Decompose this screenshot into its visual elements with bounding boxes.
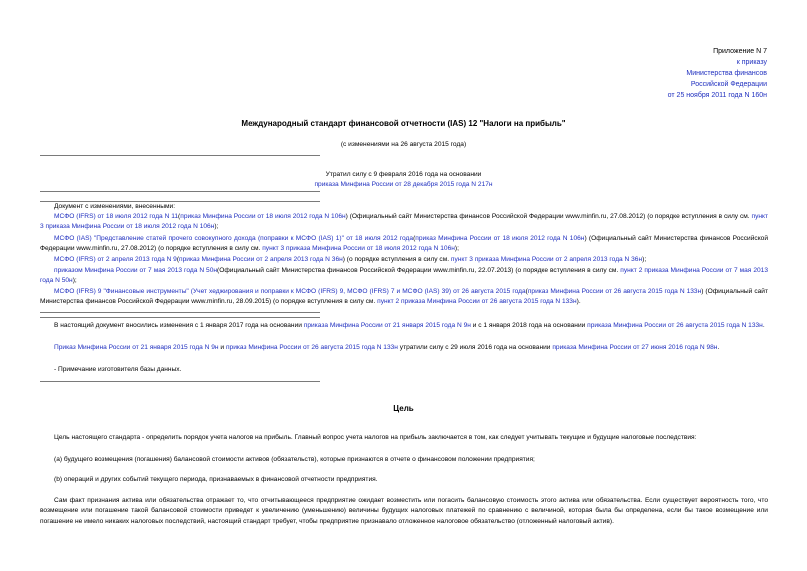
change-item-link[interactable]: МСФО (IAS) "Представление статей прочего совокупного дохода (поправки к МСФО (IAS) 1)" от 18 июля 2012 года	[54, 235, 414, 242]
change-item-link[interactable]: приказом Минфина России от 7 мая 2013 года N 50н	[54, 267, 218, 274]
change-item-3: МСФО (IFRS) от 2 апреля 2013 года N 9(приказ Минфина России от 2 апреля 2013 года N 36н) (о порядке вступления в силу см. пункт 3 приказа Минфина России от 2 апреля 2013 года N 36н);	[54, 256, 647, 263]
appendix-date-link[interactable]: от 25 ноября 2011 года N 160н	[667, 92, 767, 99]
divider	[40, 312, 320, 313]
change-item-5: МСФО (IFRS) 9 "Финансовые инструменты" (Учет хеджирования и поправки к МСФО (IFRS) 9, МСФО (IFRS) 7 и МСФО (IAS) 39) от 26 августа 2015 года(приказ Минфина России от 26 августа 2015 года N 133н) (Официальный сайт Министерства финансов Российской Федерации www.minfin.ru, 28.09.2015) (о порядке вступления в силу см. пункт 2 приказа Минфина России от 26 августа 2015 года N 133н).	[40, 288, 768, 306]
appendix-federation-link[interactable]: Российской Федерации	[690, 81, 767, 88]
appendix-block	[668, 46, 767, 101]
note-link[interactable]: приказ Минфина России от 26 августа 2015 года N 133н	[225, 344, 398, 351]
divider	[40, 191, 320, 192]
note-paragraph-1: В настоящий документ вносились изменения с 1 января 2017 года на основании приказа Минфина России от 21 января 2015 года N 9н и с 1 января 2018 года на основании приказа Минфина России от 26 августа 2015 года N 133н.	[54, 322, 765, 329]
body-paragraph-3: (b) операций и других событий текущего периода, признаваемых в финансовой отчетности предприятия.	[54, 476, 378, 483]
change-item-link[interactable]: приказ Минфина России от 18 июля 2012 года N 106н	[415, 235, 585, 242]
appendix-order-link[interactable]: к приказу	[736, 59, 767, 66]
change-item-2: МСФО (IAS) "Представление статей прочего совокупного дохода (поправки к МСФО (IAS) 1)" от 18 июля 2012 года(приказ Минфина России от 18 июля 2012 года N 106н) (Официальный сайт Министерства финансов Российской Федерации www.minfin.ru, 27.08.2012) (о порядке вступления в силу см. пункт 3 приказа Минфина России от 18 июля 2012 года N 106н);	[40, 235, 769, 253]
lost-force-link[interactable]: приказа Минфина России от 28 декабря 2015 года N 217н	[314, 181, 493, 188]
note-link[interactable]: приказа Минфина России от 21 января 2015 года N 9н	[303, 322, 471, 329]
section-heading: Цель	[393, 404, 414, 413]
change-item-link[interactable]: МСФО (IFRS) 9 "Финансовые инструменты" (Учет хеджирования и поправки к МСФО (IFRS) 9, МСФО (IFRS) 7 и МСФО (IAS) 39) от 26 августа 2015 года	[54, 288, 526, 295]
changes-intro: Документ с изменениями, внесенными:	[54, 203, 176, 210]
note-link[interactable]: приказа Минфина России от 26 августа 2015 года N 133н	[587, 322, 763, 329]
change-item-link[interactable]: пункт 2 приказа Минфина России от 26 августа 2015 года N 133н	[377, 298, 577, 306]
change-item-1: МСФО (IFRS) от 18 июля 2012 года N 11(приказ Минфина России от 18 июля 2012 года N 106н) (Официальный сайт Министерства финансов Российской Федерации www.minfin.ru, 27.08.2012) (о порядке вступления в силу см. пункт 3 приказа Минфина России от 18 июля 2012 года N 106н);	[40, 213, 769, 231]
body-paragraph-2: (а) будущего возмещения (погашения) балансовой стоимости активов (обязательств), которые признаются в отчете о финансовом положении предприятия;	[54, 456, 535, 463]
change-item-link[interactable]: приказ Минфина России от 2 апреля 2013 года N 36н	[179, 256, 343, 263]
change-item-link[interactable]: МСФО (IFRS) от 18 июля 2012 года N 11	[54, 213, 179, 220]
appendix-number: Приложение N 7	[713, 48, 767, 55]
note-link[interactable]: Приказ Минфина России от 21 января 2015 года N 9н	[54, 344, 219, 351]
change-item-4: приказом Минфина России от 7 мая 2013 года N 50н(Официальный сайт Министерства финансов Российской Федерации www.minfin.ru, 22.07.2013) (о порядке вступления в силу см. пункт 2 приказа Минфина России от 7 мая 2013 года N 50н);	[40, 267, 768, 285]
change-item-link[interactable]: пункт 3 приказа Минфина России от 18 июля 2012 года N 106н	[40, 213, 769, 231]
change-item-link[interactable]: пункт 2 приказа Минфина России от 7 мая 2013 года N 50н	[40, 267, 768, 285]
change-item-link[interactable]: пункт 3 приказа Минфина России от 2 апреля 2013 года N 36н	[450, 256, 643, 263]
document-title: Международный стандарт финансовой отчетности (IAS) 12 "Налоги на прибыль"	[241, 119, 566, 128]
document-subtitle: (с изменениями на 26 августа 2015 года)	[340, 141, 467, 148]
body-paragraph-1: Цель настоящего стандарта - определить порядок учета налогов на прибыль. Главный вопрос учета налогов на прибыль заключается в том, как следует учитывать текущие и будущие налоговые последствия:	[54, 434, 697, 441]
note-paragraph-3: - Примечание изготовителя базы данных.	[54, 366, 182, 373]
lost-force-notice	[0, 170, 807, 190]
body-paragraph-4: Сам факт признания актива или обязательства отражает то, что отчитывающееся предприятие ожидает возместить или погасить балансовую стоимость этого актива или обязательства. Если существует вероятность того, что возмещение или погашение такой балансовой стоимости приведет к увеличению (уменьшению) величины будущих налоговых платежей по сравнению с величиной, которая была бы определена, если бы такое возмещение или погашение не имело никаких налоговых последствий, настоящий стандарт требует, чтобы предприятие признавало отложенное налоговое обязательство (отложенный налоговый актив).	[40, 497, 768, 525]
divider	[40, 317, 320, 318]
change-item-link[interactable]: приказ Минфина России от 18 июля 2012 года N 106н	[180, 213, 346, 220]
divider	[40, 155, 320, 156]
lost-force-text: Утратил силу с 9 февраля 2016 года на основании	[325, 171, 482, 178]
appendix-ministry-link[interactable]: Министерства финансов	[686, 70, 767, 77]
change-item-link[interactable]: МСФО (IFRS) от 2 апреля 2013 года N 9	[54, 256, 177, 263]
note-link[interactable]: приказа Минфина России от 27 июня 2016 года N 98н	[552, 344, 718, 351]
divider	[40, 381, 320, 382]
note-paragraph-2: Приказ Минфина России от 21 января 2015 года N 9н и приказ Минфина России от 26 августа 2015 года N 133н утратили силу с 29 июля 2016 года на основании приказа Минфина России от 27 июня 2016 года N 98н.	[54, 344, 720, 351]
change-item-link[interactable]: пункт 3 приказа Минфина России от 18 июля 2012 года N 106н	[262, 245, 455, 253]
change-item-link[interactable]: приказ Минфина России от 26 августа 2015 года N 133н	[527, 288, 702, 295]
